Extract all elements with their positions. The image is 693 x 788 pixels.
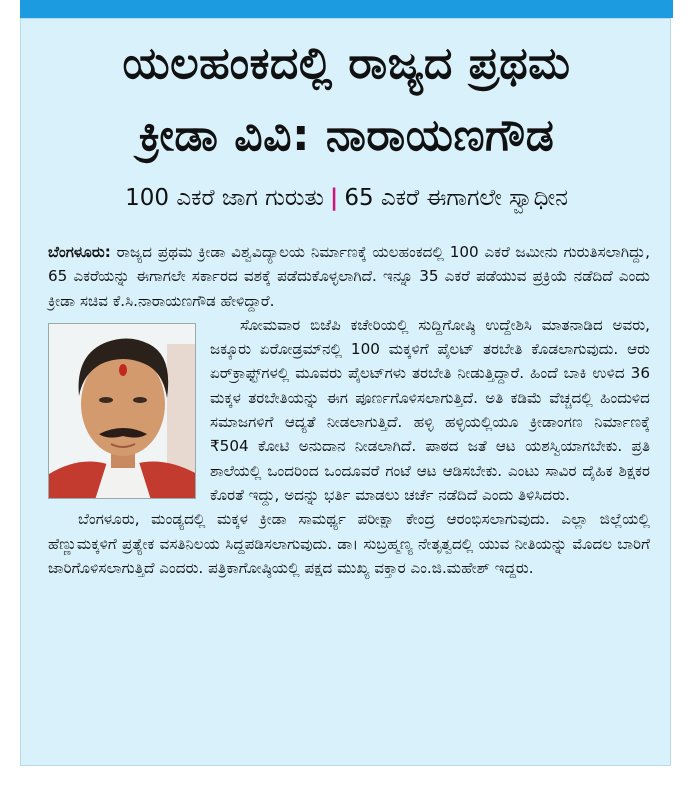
headline-line-1: ಯಲಹಂಕದಲ್ಲಿ ರಾಜ್ಯದ ಪ್ರಥಮ [122,38,571,89]
dateline: ಬೆಂಗಳೂರು: [48,243,111,261]
subhead-left: 100 ಎಕರೆ ಜಾಗ ಗುರುತು [125,185,324,211]
paragraph-3: ಬೆಂಗಳೂರು, ಮಂಡ್ಯದಲ್ಲಿ ಮಕ್ಕಳ ಕ್ರೀಡಾ ಸಾಮರ್ಥ್ಯ ಪರೀಕ್ಷಾ ಕೇಂದ್ರ ಆರಂಭಿಸಲಾಗುವುದು. ಎಲ್ಲಾ ಜಿಲ್ಲೆಯಲ್ಲಿ ಹೆಣ್ಣುಮಕ್ಕಳಿಗೆ ಪ್ರತ್ಯೇಕ ವಸತಿನಿಲಯ ಸಿದ್ದಪಡಿಸಲಾಗುವುದು. ಡಾ। ಸುಬ್ರಹ್ಮಣ್ಯ ನೇತೃತ್ವದಲ್ಲಿ ಯುವ ನೀತಿಯನ್ನು ಮೊದಲ ಬಾರಿಗೆ ಜಾರಿಗೊಳಿಸಲಾಗುತ್ತಿದೆ ಎಂದರು. ಪತ್ರಿಕಾಗೋಷ್ಠಿಯಲ್ಲಿ ಪಕ್ಷದ ಮುಖ್ಯ ವಕ್ತಾರ ಎಂ.ಜಿ.ಮಹೇಶ್ ಇದ್ದರು. [48,510,650,577]
minister-photo [48,323,196,499]
subhead-right: 65 ಎಕರೆ ಈಗಾಗಲೇ ಸ್ವಾಧೀನ [344,185,568,211]
subhead-separator: | [329,185,339,211]
paragraph-2: ಸೋಮವಾರ ಬಿಜೆಪಿ ಕಚೇರಿಯಲ್ಲಿ ಸುದ್ದಿಗೋಷ್ಠಿ ಉದ್ದೇಶಿಸಿ ಮಾತನಾಡಿದ ಅವರು, ಜಕ್ಕೂರು ಏರೋಡ್ರಮ್‌ನಲ್ಲಿ 100 ಮಕ್ಕಳಿಗೆ ಪೈಲಟ್ ತರಬೇತಿ ಕೊಡಲಾಗುವುದು. ಆರು ಏರ್‌ಕ್ರಾಫ್ಟ್‌ಗಳಲ್ಲಿ ಮೂವರು ಪೈಲಟ್‌ಗಳು ತರಬೇತಿ ನೀಡುತ್ತಿದ್ದಾರೆ. ಹಿಂದೆ ಬಾಕಿ ಉಳಿದ 36 ಮಕ್ಕಳ ತರಬೇತಿಯನ್ನು ಈಗ ಪೂರ್ಣಗೊಳಿಸಲಾಗುತ್ತಿದೆ. ಅತಿ ಕಡಿಮೆ ವೆಚ್ಚದಲ್ಲಿ ಹಿಂದುಳಿದ ಸಮಾಜಗಳಿಗೆ ಆದ್ಯತೆ ನೀಡಲಾಗುತ್ತಿದೆ. ಹಳ್ಳಿ ಹಳ್ಳಿಯಲ್ಲಿಯೂ ಕ್ರೀಡಾಂಗಣ ನಿರ್ಮಾಣಕ್ಕೆ ₹504 ಕೋಟಿ ಅನುದಾನ ನೀಡಲಾಗಿದೆ. ಪಾಠದ ಜತೆ ಆಟ ಯಶಸ್ವಿಯಾಗಬೇಕು. ಪ್ರತಿ ಶಾಲೆಯಲ್ಲಿ ಒಂದರಿಂದ ಒಂದೂವರೆ ಗಂಟೆ ಆಟ ಆಡಿಸಬೇಕು. ಎಂಟು ಸಾವಿರ ದೈಹಿಕ ಶಿಕ್ಷಕರ ಕೊರತೆ ಇದ್ದು, ಅದನ್ನು ಭರ್ತಿ ಮಾಡಲು ಚರ್ಚೆ ನಡೆದಿದೆ ಎಂದು ತಿಳಿಸಿದರು. [210,315,650,504]
article-body [48,240,650,580]
paragraph-1-text: ರಾಜ್ಯದ ಪ್ರಥಮ ಕ್ರೀಡಾ ವಿಶ್ವವಿದ್ಯಾಲಯ ನಿರ್ಮಾಣಕ್ಕೆ ಯಲಹಂಕದಲ್ಲಿ 100 ಎಕರೆ ಜಮೀನು ಗುರುತಿಸಲಾಗಿದ್ದು, 65 ಎಕರೆಯನ್ನು ಈಗಾಗಲೇ ಸರ್ಕಾರದ ವಶಕ್ಕೆ ಪಡೆದುಕೊಳ್ಳಲಾಗಿದೆ. ಇನ್ನೂ 35 ಎಕರೆ ಪಡೆಯುವ ಪ್ರಕ್ರಿಯೆ ನಡೆದಿದೆ ಎಂದು ಕ್ರೀಡಾ ಸಚಿವ ಕೆ.ಸಿ.ನಾರಾಯಣಗೌಡ ಹೇಳಿದ್ದಾರೆ. [48,243,650,310]
subheadline [24,180,669,216]
top-color-bar [20,0,673,18]
headline-line-2: ಕ್ರೀಡಾ ವಿವಿ: ನಾರಾಯಣಗೌಡ [138,110,555,161]
paragraph-1 [48,240,650,313]
headline [24,28,669,172]
